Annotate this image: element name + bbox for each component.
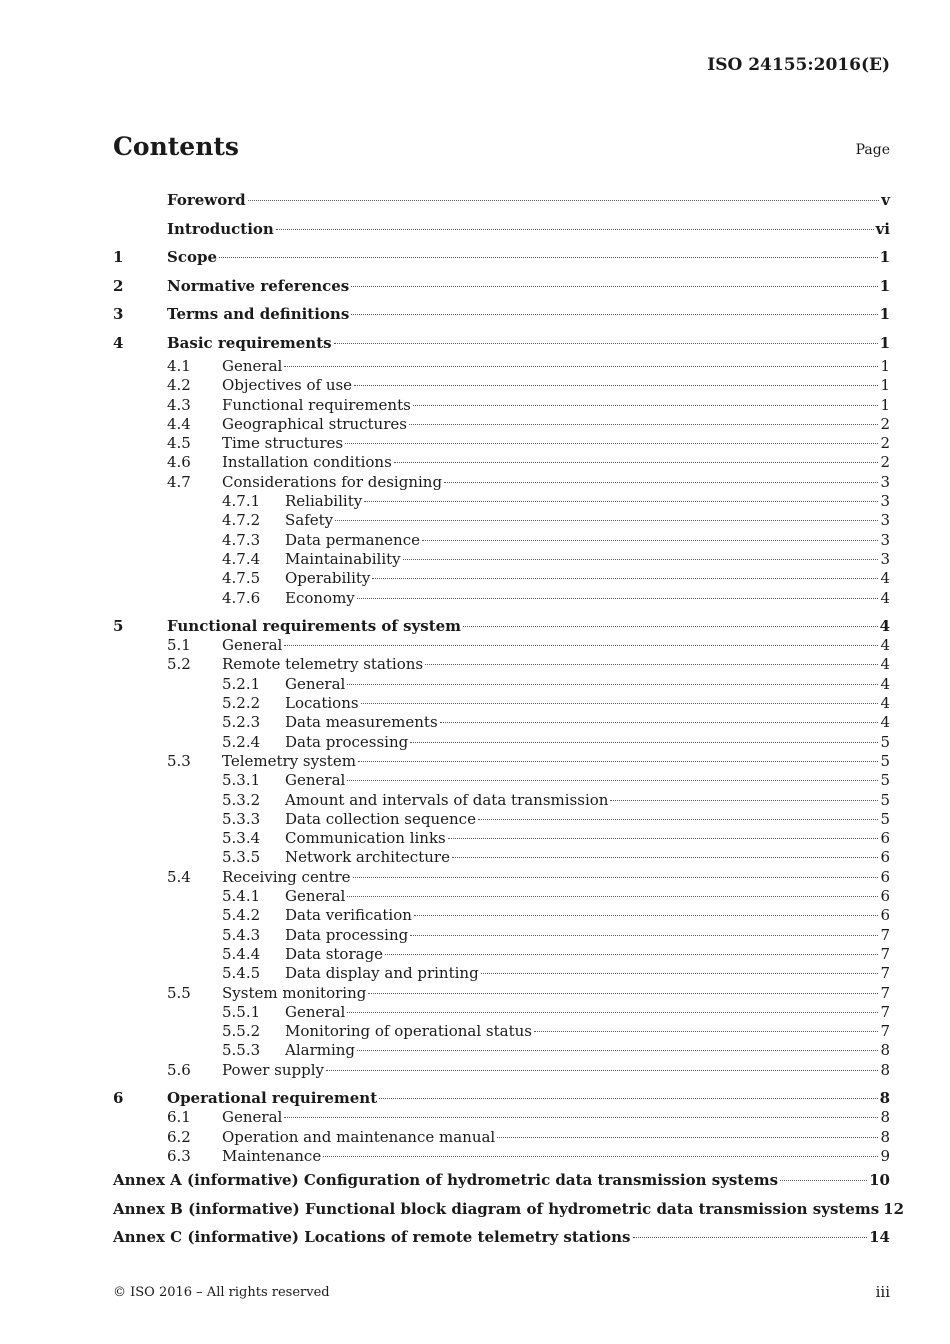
toc-entry-page: 8 (879, 1088, 890, 1107)
dot-leader (444, 471, 878, 483)
dot-leader (422, 529, 878, 541)
toc-entry-title: Telemetry system (222, 751, 356, 770)
toc-entry[interactable] (113, 1061, 890, 1080)
dot-leader (347, 769, 878, 781)
toc-entry-page: 7 (880, 964, 890, 983)
toc-entry-page: 4 (880, 694, 890, 713)
dot-leader (481, 962, 879, 974)
toc-entry-number: 4.7.3 (222, 530, 261, 549)
toc-entry-page: 5 (880, 809, 890, 828)
toc-entry-title: Monitoring of operational status (285, 1022, 532, 1041)
toc-entry-number: 4.5 (167, 434, 191, 453)
toc-entry-page: 4 (880, 636, 890, 655)
toc-entry[interactable] (113, 1147, 890, 1166)
annex-title: Functional block diagram of hydrometric data transmission systems (304, 1199, 880, 1218)
toc-entry-number: 4.7 (167, 472, 191, 491)
toc-entry-number: 6.2 (167, 1127, 191, 1146)
annex-page: 14 (869, 1228, 890, 1247)
toc-entry-title: Functional requirements of system (167, 616, 462, 635)
toc-entry-number: 4.7.5 (222, 569, 261, 588)
copyright-notice: © ISO 2016 – All rights reserved (113, 1285, 330, 1300)
toc-entry-number: 6.3 (167, 1146, 191, 1165)
toc-entry-title: Data storage (285, 944, 384, 963)
document-id: ISO 24155:2016(E) (707, 55, 890, 75)
dot-leader (347, 673, 878, 685)
toc-entry-title: Geographical structures (222, 414, 407, 433)
annex-title: Configuration of hydrometric data transmission systems (303, 1171, 779, 1190)
toc-entry-title: Data measurements (285, 713, 438, 732)
toc-entry-title: Objectives of use (222, 376, 353, 395)
toc-entry-page: 1 (879, 333, 890, 352)
toc-entry-page: 5 (880, 751, 890, 770)
toc-entry-page: 7 (880, 944, 890, 963)
toc-entry-page: 1 (879, 305, 890, 323)
toc-entry-page: 3 (880, 511, 890, 530)
toc-entry-number: 5.2 (167, 655, 191, 674)
toc-entry-title: Data processing (285, 732, 409, 751)
toc-entry-number: 4.7.2 (222, 511, 261, 530)
toc-entry-page: 7 (880, 1002, 890, 1021)
toc-entry-number: 4.2 (167, 376, 191, 395)
toc-entry-page: 9 (880, 1146, 890, 1165)
page-title: Contents (113, 132, 240, 161)
toc-entry-number: 5.2.2 (222, 694, 261, 713)
toc-entry-page: 3 (880, 492, 890, 511)
dot-leader (354, 374, 878, 386)
annex-page: 10 (869, 1171, 890, 1190)
annex-type: (informative) (187, 1171, 299, 1190)
toc-annex-entry[interactable] (113, 1223, 890, 1252)
dot-leader (409, 413, 878, 425)
toc-entry-page: 6 (880, 829, 890, 848)
dot-leader (334, 332, 878, 344)
toc-entry-title: Installation conditions (222, 453, 392, 472)
toc-entry-title: General (285, 887, 346, 906)
toc-entry-title: General (222, 1108, 283, 1127)
page-number: iii (875, 1283, 890, 1301)
toc-entry-page: 3 (880, 472, 890, 491)
dot-leader (610, 789, 878, 801)
toc-entry-title: System monitoring (222, 983, 367, 1002)
toc-entry-number: 5.4.3 (222, 925, 261, 944)
toc-entry-title: Safety (285, 511, 334, 530)
toc-entry-title: Basic requirements (167, 333, 332, 352)
toc-entry-title: Data permanence (285, 530, 420, 549)
toc-entry-number: 5.3.4 (222, 829, 261, 848)
toc-entry-title: Network architecture (285, 848, 450, 867)
toc-entry[interactable] (113, 300, 890, 329)
toc-entry-number: 3 (113, 305, 124, 323)
dot-leader (385, 943, 878, 955)
toc-entry-number: 4.6 (167, 453, 191, 472)
dot-leader (413, 394, 879, 406)
toc-annex-entry[interactable] (113, 1166, 890, 1195)
toc-entry-page: 8 (880, 1108, 890, 1127)
toc-entry-page: 4 (880, 655, 890, 674)
toc-entry-title: Maintainability (285, 549, 401, 568)
dot-leader (414, 904, 879, 916)
toc-entry-number: 1 (113, 248, 124, 266)
toc-entry-page: 8 (880, 1060, 890, 1079)
toc-entry-page: 1 (880, 357, 890, 375)
toc-entry-number: 6.1 (167, 1108, 191, 1127)
toc-entry-number: 4.7.6 (222, 588, 261, 607)
toc-entry-title: Foreword (167, 191, 246, 209)
dot-leader (448, 827, 879, 839)
toc-entry[interactable] (113, 186, 890, 215)
toc-entry-number: 5.5 (167, 983, 191, 1002)
toc-entry-title: Normative references (167, 276, 350, 295)
toc-entry-title: Scope (167, 248, 218, 266)
dot-leader (403, 548, 879, 560)
annex-label: Annex B (113, 1199, 183, 1218)
toc-entry-page: 7 (880, 925, 890, 944)
dot-leader (351, 303, 877, 315)
dot-leader (284, 355, 878, 367)
dot-leader (425, 653, 878, 665)
dot-leader (368, 982, 878, 994)
dot-leader (353, 866, 879, 878)
toc-entry-number: 4 (113, 333, 124, 352)
toc-entry-title: General (222, 636, 283, 655)
toc-entry-title: Time structures (222, 434, 344, 453)
toc-entry-page: 2 (880, 453, 890, 472)
dot-leader (478, 808, 879, 820)
dot-leader (357, 587, 879, 599)
toc-entry-page: 1 (879, 276, 890, 295)
dot-leader (219, 246, 878, 258)
annex-title: Locations of remote telemetry stations (304, 1228, 631, 1247)
toc-entry-title: Economy (285, 588, 355, 607)
toc-entry-page: 8 (880, 1041, 890, 1060)
toc-entry-page: 5 (880, 732, 890, 751)
toc-entry-title: Receiving centre (222, 867, 351, 886)
annex-type: (informative) (188, 1199, 300, 1218)
toc-entry-title: General (222, 357, 283, 375)
annex-label: Annex C (113, 1228, 183, 1247)
dot-leader (276, 218, 874, 230)
dot-leader (780, 1169, 867, 1181)
dot-leader (248, 189, 880, 201)
toc-annex-entry[interactable] (113, 1195, 905, 1224)
toc-entry-number: 5 (113, 616, 124, 635)
toc-entry-title: Communication links (285, 829, 446, 848)
dot-leader (440, 711, 879, 723)
dot-leader (326, 1059, 878, 1071)
toc-entry-title: Introduction (167, 219, 274, 238)
toc-entry-page: v (881, 191, 890, 209)
toc-entry-number: 4.4 (167, 414, 191, 433)
dot-leader (410, 924, 878, 936)
toc-entry-page: 5 (880, 771, 890, 790)
toc-entry-title: General (285, 771, 346, 790)
toc-entry-page: 1 (880, 395, 890, 414)
dot-leader (497, 1126, 878, 1138)
toc-entry-title: Locations (285, 694, 359, 713)
dot-leader (284, 634, 878, 646)
toc-entry-number: 5.4 (167, 867, 191, 886)
toc-entry-number: 5.5.2 (222, 1022, 261, 1041)
toc-entry-page: 4 (880, 713, 890, 732)
dot-leader (351, 275, 877, 287)
toc-entry-number: 5.4.1 (222, 887, 261, 906)
toc-entry-page: 7 (880, 1022, 890, 1041)
dot-leader (394, 451, 879, 463)
toc-entry-number: 5.2.1 (222, 674, 261, 693)
toc-entry[interactable] (113, 272, 890, 301)
toc-entry-number: 5.2.4 (222, 732, 261, 751)
toc-entry-number: 5.3.1 (222, 771, 261, 790)
toc-entry-page: 2 (880, 434, 890, 453)
toc-entry-page: 5 (880, 790, 890, 809)
dot-leader (357, 1039, 878, 1051)
toc-entry-number: 5.2.3 (222, 713, 261, 732)
toc-entry-number: 5.4.2 (222, 906, 261, 925)
table-of-contents (113, 186, 905, 1252)
toc-entry-number: 5.3.3 (222, 809, 261, 828)
toc-entry-title: Maintenance (222, 1146, 322, 1165)
toc-entry-title: Data verification (285, 906, 412, 925)
toc-entry-page: 3 (880, 530, 890, 549)
toc-entry-title: Operation and maintenance manual (222, 1127, 496, 1146)
toc-entry-page: 8 (880, 1127, 890, 1146)
dot-leader (347, 1001, 878, 1013)
dot-leader (345, 432, 878, 444)
toc-entry-title: Considerations for designing (222, 472, 443, 491)
toc-entry-page: 4 (880, 569, 890, 588)
toc-entry[interactable] (113, 329, 890, 358)
toc-entry-number: 4.7.4 (222, 549, 261, 568)
toc-entry-title: Data display and printing (285, 964, 479, 983)
dot-leader (361, 692, 879, 704)
toc-entry-number: 4.7.1 (222, 492, 261, 511)
toc-entry-title: Amount and intervals of data transmission (285, 790, 609, 809)
toc-entry-number: 5.6 (167, 1060, 191, 1079)
dot-leader (335, 509, 878, 521)
toc-entry-number: 4.1 (167, 357, 191, 375)
toc-entry-number: 5.4.5 (222, 964, 261, 983)
toc-entry-page: 6 (880, 848, 890, 867)
toc-entry-number: 5.3.5 (222, 848, 261, 867)
toc-entry-number: 5.3.2 (222, 790, 261, 809)
toc-entry-page: 4 (880, 674, 890, 693)
toc-entry-page: 6 (880, 867, 890, 886)
dot-leader (410, 731, 878, 743)
toc-entry-title: Alarming (285, 1041, 356, 1060)
dot-leader (284, 1106, 878, 1118)
toc-entry-title: General (285, 1002, 346, 1021)
dot-leader (347, 885, 878, 897)
toc-entry-page: 4 (879, 616, 890, 635)
toc-entry-page: 2 (880, 414, 890, 433)
toc-entry-number: 5.4.4 (222, 944, 261, 963)
toc-entry-page: 3 (880, 549, 890, 568)
toc-entry-number: 2 (113, 276, 124, 295)
toc-entry-page: vi (875, 219, 890, 238)
dot-leader (534, 1020, 878, 1032)
toc-entry-title: Reliability (285, 492, 363, 511)
toc-entry-title: Power supply (222, 1060, 325, 1079)
toc-entry[interactable] (113, 215, 890, 244)
annex-label: Annex A (113, 1171, 182, 1190)
dot-leader (323, 1145, 878, 1157)
toc-entry-title: Operational requirement (167, 1088, 378, 1107)
toc-entry-title: Operability (285, 569, 371, 588)
toc-entry-number: 4.3 (167, 395, 191, 414)
annex-page: 12 (883, 1199, 905, 1218)
toc-entry[interactable] (113, 243, 890, 272)
dot-leader (372, 567, 878, 579)
toc-entry-page: 6 (880, 887, 890, 906)
toc-entry-title: Terms and definitions (167, 305, 350, 323)
dot-leader (358, 750, 879, 762)
page-column-label: Page (855, 142, 890, 158)
dot-leader (452, 846, 879, 858)
toc-entry[interactable] (113, 589, 890, 608)
toc-entry-title: Functional requirements (222, 395, 411, 414)
annex-type: (informative) (187, 1228, 299, 1247)
dot-leader (633, 1226, 868, 1238)
toc-entry-number: 5.3 (167, 751, 191, 770)
toc-entry-page: 6 (880, 906, 890, 925)
dot-leader (364, 490, 878, 502)
toc-entry-number: 5.5.3 (222, 1041, 261, 1060)
dot-leader (379, 1087, 877, 1099)
toc-entry-title: Data processing (285, 925, 409, 944)
toc-entry-title: General (285, 674, 346, 693)
toc-entry-title: Remote telemetry stations (222, 655, 424, 674)
toc-entry-number: 5.1 (167, 636, 191, 655)
toc-entry-title: Data collection sequence (285, 809, 476, 828)
dot-leader (463, 615, 878, 627)
toc-entry-number: 6 (113, 1088, 124, 1107)
toc-entry-number: 5.5.1 (222, 1002, 261, 1021)
toc-entry-page: 4 (880, 588, 890, 607)
toc-entry-page: 1 (879, 248, 890, 266)
toc-entry-page: 1 (880, 376, 890, 395)
toc-entry-page: 7 (880, 983, 890, 1002)
